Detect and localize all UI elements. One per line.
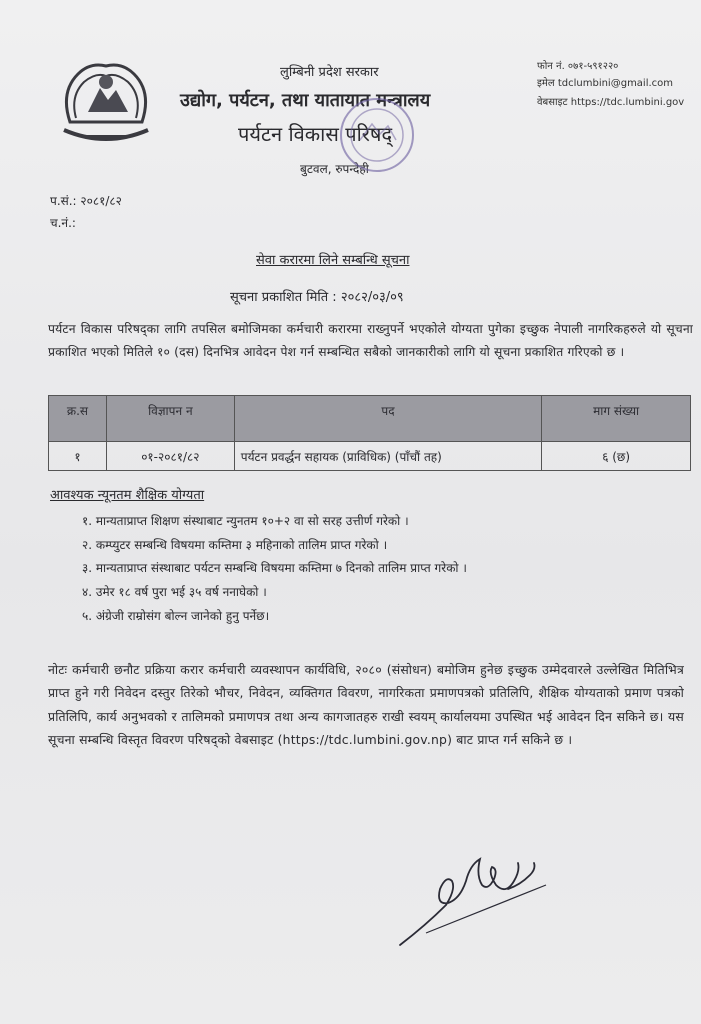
handwritten-signature — [396, 845, 556, 955]
office-seal-stamp — [338, 96, 416, 174]
requirement-item: ५. अंग्रेजी राम्रोसंग बोल्न जानेको हुनु पर्नेछ। — [82, 609, 270, 623]
cell-demand: ६ (छ) — [542, 442, 691, 471]
col-header-serial: क्र.स — [49, 396, 107, 442]
requirement-item: १. मान्यताप्राप्त शिक्षण संस्थाबाट न्युनतम १०+२ वा सो सरह उत्तीर्ण गरेको । — [82, 514, 409, 528]
council-name: पर्यटन विकास परिषद् — [238, 122, 393, 146]
requirement-item: ३. मान्यताप्राप्त संस्थाबाट पर्यटन सम्बन्धि विषयमा कम्तिमा ७ दिनको तालिम प्राप्त गरेको । — [82, 561, 467, 575]
requirements-heading: आवश्यक न्यूनतम शैक्षिक योग्यता — [50, 488, 205, 503]
table-header-row — [49, 396, 691, 442]
contact-email: इमेल tdclumbini@gmail.com — [537, 78, 674, 89]
table-row — [49, 442, 691, 471]
col-header-demand: माग संख्या — [542, 396, 691, 442]
notice-note: नोटः कर्मचारी छनौट प्रक्रिया करार कर्मचारी व्यवस्थापन कार्यविधि, २०८० (संसोधन) बमोजिम हुनेछ इच्छुक उम्मेदवारले उल्लेखित मितिभित्र प्राप्त हुने गरी निवेदन दस्तुर तिरेको भौचर, निवेदन, व्यक्तिगत विवरण, नागरिकता प्रमाणपत्रको प्रतिलिपि, शैक्षिक योग्यताको प्रमाण पत्रको प्रतिलिपि, कार्य अनुभवको र तालिमको प्रमाणपत्र तथा अन्य कागजातहरु राखी स्वयम् कार्यालयमा उपस्थित भई आवेदन दिन सकिने छ। यस सूचना सम्बन्धि विस्तृत विवरण परिषद्को वेबसाइट (https://tdc.lumbini.gov.np) बाट प्राप्त गर्न सकिने छ । — [48, 662, 684, 748]
requirement-item: ४. उमेर १८ वर्ष पुरा भई ३५ वर्ष ननाघेको । — [82, 585, 267, 599]
government-name: लुम्बिनी प्रदेश सरकार — [280, 65, 379, 80]
contact-phone: फोन नं. ०७१-५९१२२० — [537, 61, 619, 72]
col-header-post: पद — [234, 396, 541, 442]
notice-title: सेवा करारमा लिने सम्बन्धि सूचना — [256, 253, 410, 268]
cell-post: पर्यटन प्रवर्द्धन सहायक (प्राविधिक) (पाँचौं तह) — [234, 442, 541, 471]
ministry-name: उद्योग, पर्यटन, तथा यातायात मन्त्रालय — [180, 90, 431, 111]
contact-website: वेबसाइट https://tdc.lumbini.gov — [537, 97, 685, 108]
cell-serial: १ — [49, 442, 107, 471]
requirement-item: २. कम्प्युटर सम्बन्धि विषयमा कम्तिमा ३ महिनाको तालिम प्राप्त गरेको । — [82, 538, 388, 552]
published-date: सूचना प्रकाशित मिति : २०८२/०३/०९ — [230, 290, 404, 305]
government-emblem-icon — [50, 52, 162, 152]
letter-number: प.सं.: २०८१/८२ — [50, 194, 122, 208]
col-header-ad-number: विज्ञापन न — [106, 396, 234, 442]
office-location: बुटवल, रुपन्देही — [300, 162, 369, 176]
vacancy-table — [48, 395, 691, 471]
dispatch-number: च.नं.: — [50, 216, 76, 230]
notice-intro: पर्यटन विकास परिषद्का लागि तपसिल बमोजिमका कर्मचारी करारमा राख्नुपर्ने भएकोले योग्यता पुगेका इच्छुक नेपाली नागरिकहरुले यो सूचना प्रकाशित भएको मितिले १० (दस) दिनभित्र आवेदन पेश गर्न सम्बन्धित सबैको जानकारीको लागि यो सूचना प्रकाशित गरिएको छ । — [48, 322, 693, 359]
cell-ad-number: ०१-२०८१/८२ — [106, 442, 234, 471]
